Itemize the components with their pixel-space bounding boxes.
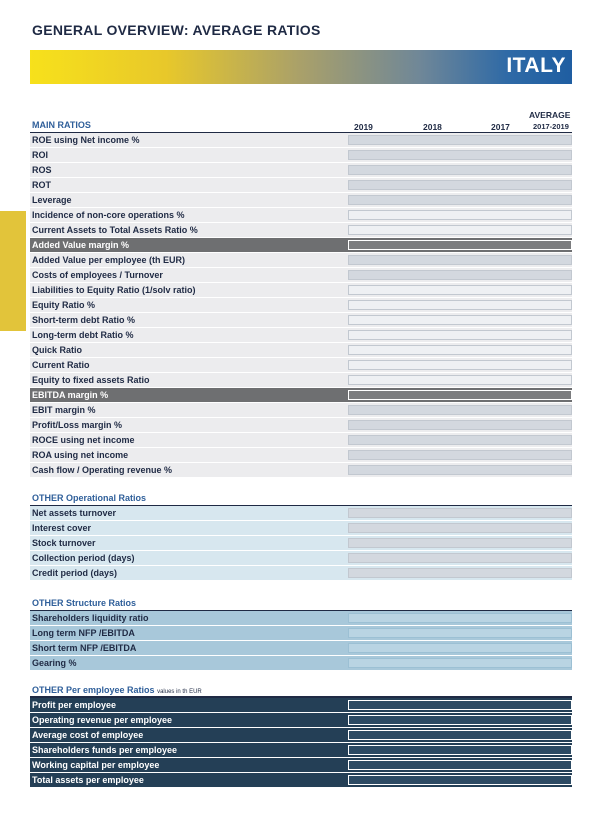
table-row bbox=[30, 403, 572, 418]
value-cell bbox=[348, 700, 572, 710]
value-cell bbox=[348, 465, 572, 475]
row-label: Short-term debt Ratio % bbox=[32, 315, 136, 325]
row-label: Added Value margin % bbox=[32, 240, 130, 250]
row-label: Average cost of employee bbox=[32, 730, 144, 740]
row-label: Incidence of non-core operations % bbox=[32, 210, 185, 220]
table-row bbox=[30, 656, 572, 671]
value-cell bbox=[348, 508, 572, 518]
row-label: ROI bbox=[32, 150, 49, 160]
side-accent-bar bbox=[0, 211, 26, 331]
column-header-2018: 2018 bbox=[423, 122, 442, 132]
row-label: Long term NFP /EBITDA bbox=[32, 628, 135, 638]
row-label: Collection period (days) bbox=[32, 553, 135, 563]
main-ratios-table bbox=[30, 133, 572, 478]
value-cell bbox=[348, 270, 572, 280]
table-row bbox=[30, 178, 572, 193]
value-cell bbox=[348, 523, 572, 533]
value-cell bbox=[348, 730, 572, 740]
structure-ratios-title: OTHER Structure Ratios bbox=[32, 598, 137, 608]
table-row bbox=[30, 253, 572, 268]
main-ratios-title: MAIN RATIOS bbox=[32, 120, 91, 130]
table-row bbox=[30, 463, 572, 478]
value-cell bbox=[348, 628, 572, 638]
row-label: Interest cover bbox=[32, 523, 92, 533]
row-label: Operating revenue per employee bbox=[32, 715, 173, 725]
table-row bbox=[30, 433, 572, 448]
table-row bbox=[30, 743, 572, 758]
value-cell bbox=[348, 315, 572, 325]
table-row bbox=[30, 298, 572, 313]
row-label: Costs of employees / Turnover bbox=[32, 270, 163, 280]
table-row bbox=[30, 268, 572, 283]
value-cell bbox=[348, 135, 572, 145]
value-cell bbox=[348, 775, 572, 785]
table-row bbox=[30, 773, 572, 788]
row-label: Current Assets to Total Assets Ratio % bbox=[32, 225, 198, 235]
table-row bbox=[30, 373, 572, 388]
value-cell bbox=[348, 180, 572, 190]
value-cell bbox=[348, 435, 572, 445]
row-label: Total assets per employee bbox=[32, 775, 144, 785]
table-row bbox=[30, 163, 572, 178]
value-cell bbox=[348, 553, 572, 563]
country-name: ITALY bbox=[506, 54, 566, 77]
table-row bbox=[30, 208, 572, 223]
value-cell bbox=[348, 345, 572, 355]
column-header-2017: 2017 bbox=[491, 122, 510, 132]
row-label: Net assets turnover bbox=[32, 508, 117, 518]
row-label: EBIT margin % bbox=[32, 405, 96, 415]
table-row bbox=[30, 133, 572, 148]
table-row bbox=[30, 223, 572, 238]
table-row bbox=[30, 193, 572, 208]
table-row bbox=[30, 358, 572, 373]
employee-ratios-title bbox=[32, 685, 202, 695]
value-cell bbox=[348, 538, 572, 548]
table-row bbox=[30, 758, 572, 773]
row-label: Credit period (days) bbox=[32, 568, 118, 578]
row-label: Current Ratio bbox=[32, 360, 90, 370]
row-label: Working capital per employee bbox=[32, 760, 160, 770]
value-cell bbox=[348, 760, 572, 770]
employee-ratios-note: values in th EUR bbox=[157, 689, 202, 695]
value-cell bbox=[348, 195, 572, 205]
column-header-average-range: 2017-2019 bbox=[533, 122, 569, 131]
table-row bbox=[30, 521, 572, 536]
table-row bbox=[30, 641, 572, 656]
table-row bbox=[30, 728, 572, 743]
row-label: ROS bbox=[32, 165, 52, 175]
value-cell bbox=[348, 658, 572, 668]
table-row bbox=[30, 536, 572, 551]
table-row bbox=[30, 506, 572, 521]
row-label: Short term NFP /EBITDA bbox=[32, 643, 137, 653]
table-row bbox=[30, 566, 572, 581]
value-cell bbox=[348, 420, 572, 430]
row-label: ROT bbox=[32, 180, 51, 190]
value-cell bbox=[348, 643, 572, 653]
value-cell bbox=[348, 300, 572, 310]
table-row bbox=[30, 283, 572, 298]
value-cell bbox=[348, 375, 572, 385]
value-cell bbox=[348, 613, 572, 623]
value-cell bbox=[348, 285, 572, 295]
employee-ratios-table bbox=[30, 698, 572, 788]
table-row bbox=[30, 611, 572, 626]
table-row bbox=[30, 551, 572, 566]
table-row bbox=[30, 698, 572, 713]
row-label: Liabilities to Equity Ratio (1/solv ratio) bbox=[32, 285, 196, 295]
value-cell bbox=[348, 150, 572, 160]
table-row bbox=[30, 448, 572, 463]
value-cell bbox=[348, 210, 572, 220]
row-label: Equity to fixed assets Ratio bbox=[32, 375, 150, 385]
row-label: Shareholders funds per employee bbox=[32, 745, 178, 755]
value-cell bbox=[348, 255, 572, 265]
row-label: ROCE using net income bbox=[32, 435, 135, 445]
value-cell bbox=[348, 165, 572, 175]
value-cell bbox=[348, 745, 572, 755]
page-title: GENERAL OVERVIEW: AVERAGE RATIOS bbox=[32, 22, 321, 38]
row-label: Profit per employee bbox=[32, 700, 117, 710]
value-cell bbox=[348, 360, 572, 370]
country-banner bbox=[30, 50, 572, 84]
row-label: Stock turnover bbox=[32, 538, 96, 548]
value-cell bbox=[348, 568, 572, 578]
row-label: Long-term debt Ratio % bbox=[32, 330, 134, 340]
row-label: Shareholders liquidity ratio bbox=[32, 613, 149, 623]
table-row-highlight bbox=[30, 388, 572, 403]
table-row bbox=[30, 713, 572, 728]
structure-ratios-table bbox=[30, 611, 572, 671]
value-cell bbox=[348, 390, 572, 400]
operational-ratios-title: OTHER Operational Ratios bbox=[32, 493, 147, 503]
value-cell bbox=[348, 330, 572, 340]
row-label: ROA using net income bbox=[32, 450, 129, 460]
column-header-average: AVERAGE bbox=[529, 110, 571, 120]
row-label: EBITDA margin % bbox=[32, 390, 109, 400]
value-cell bbox=[348, 715, 572, 725]
value-cell bbox=[348, 225, 572, 235]
value-cell bbox=[348, 405, 572, 415]
table-row bbox=[30, 328, 572, 343]
row-label: Profit/Loss margin % bbox=[32, 420, 123, 430]
column-header-2019: 2019 bbox=[354, 122, 373, 132]
table-row bbox=[30, 343, 572, 358]
table-row bbox=[30, 148, 572, 163]
row-label: Leverage bbox=[32, 195, 72, 205]
value-cell bbox=[348, 240, 572, 250]
value-cell bbox=[348, 450, 572, 460]
row-label: Equity Ratio % bbox=[32, 300, 96, 310]
row-label: Quick Ratio bbox=[32, 345, 83, 355]
row-label: ROE using Net income % bbox=[32, 135, 140, 145]
table-row-highlight bbox=[30, 238, 572, 253]
table-row bbox=[30, 418, 572, 433]
row-label: Cash flow / Operating revenue % bbox=[32, 465, 173, 475]
row-label: Gearing % bbox=[32, 658, 77, 668]
employee-ratios-title-text: OTHER Per employee Ratios bbox=[32, 685, 155, 695]
table-row bbox=[30, 626, 572, 641]
row-label: Added Value per employee (th EUR) bbox=[32, 255, 186, 265]
operational-ratios-table bbox=[30, 506, 572, 581]
table-row bbox=[30, 313, 572, 328]
